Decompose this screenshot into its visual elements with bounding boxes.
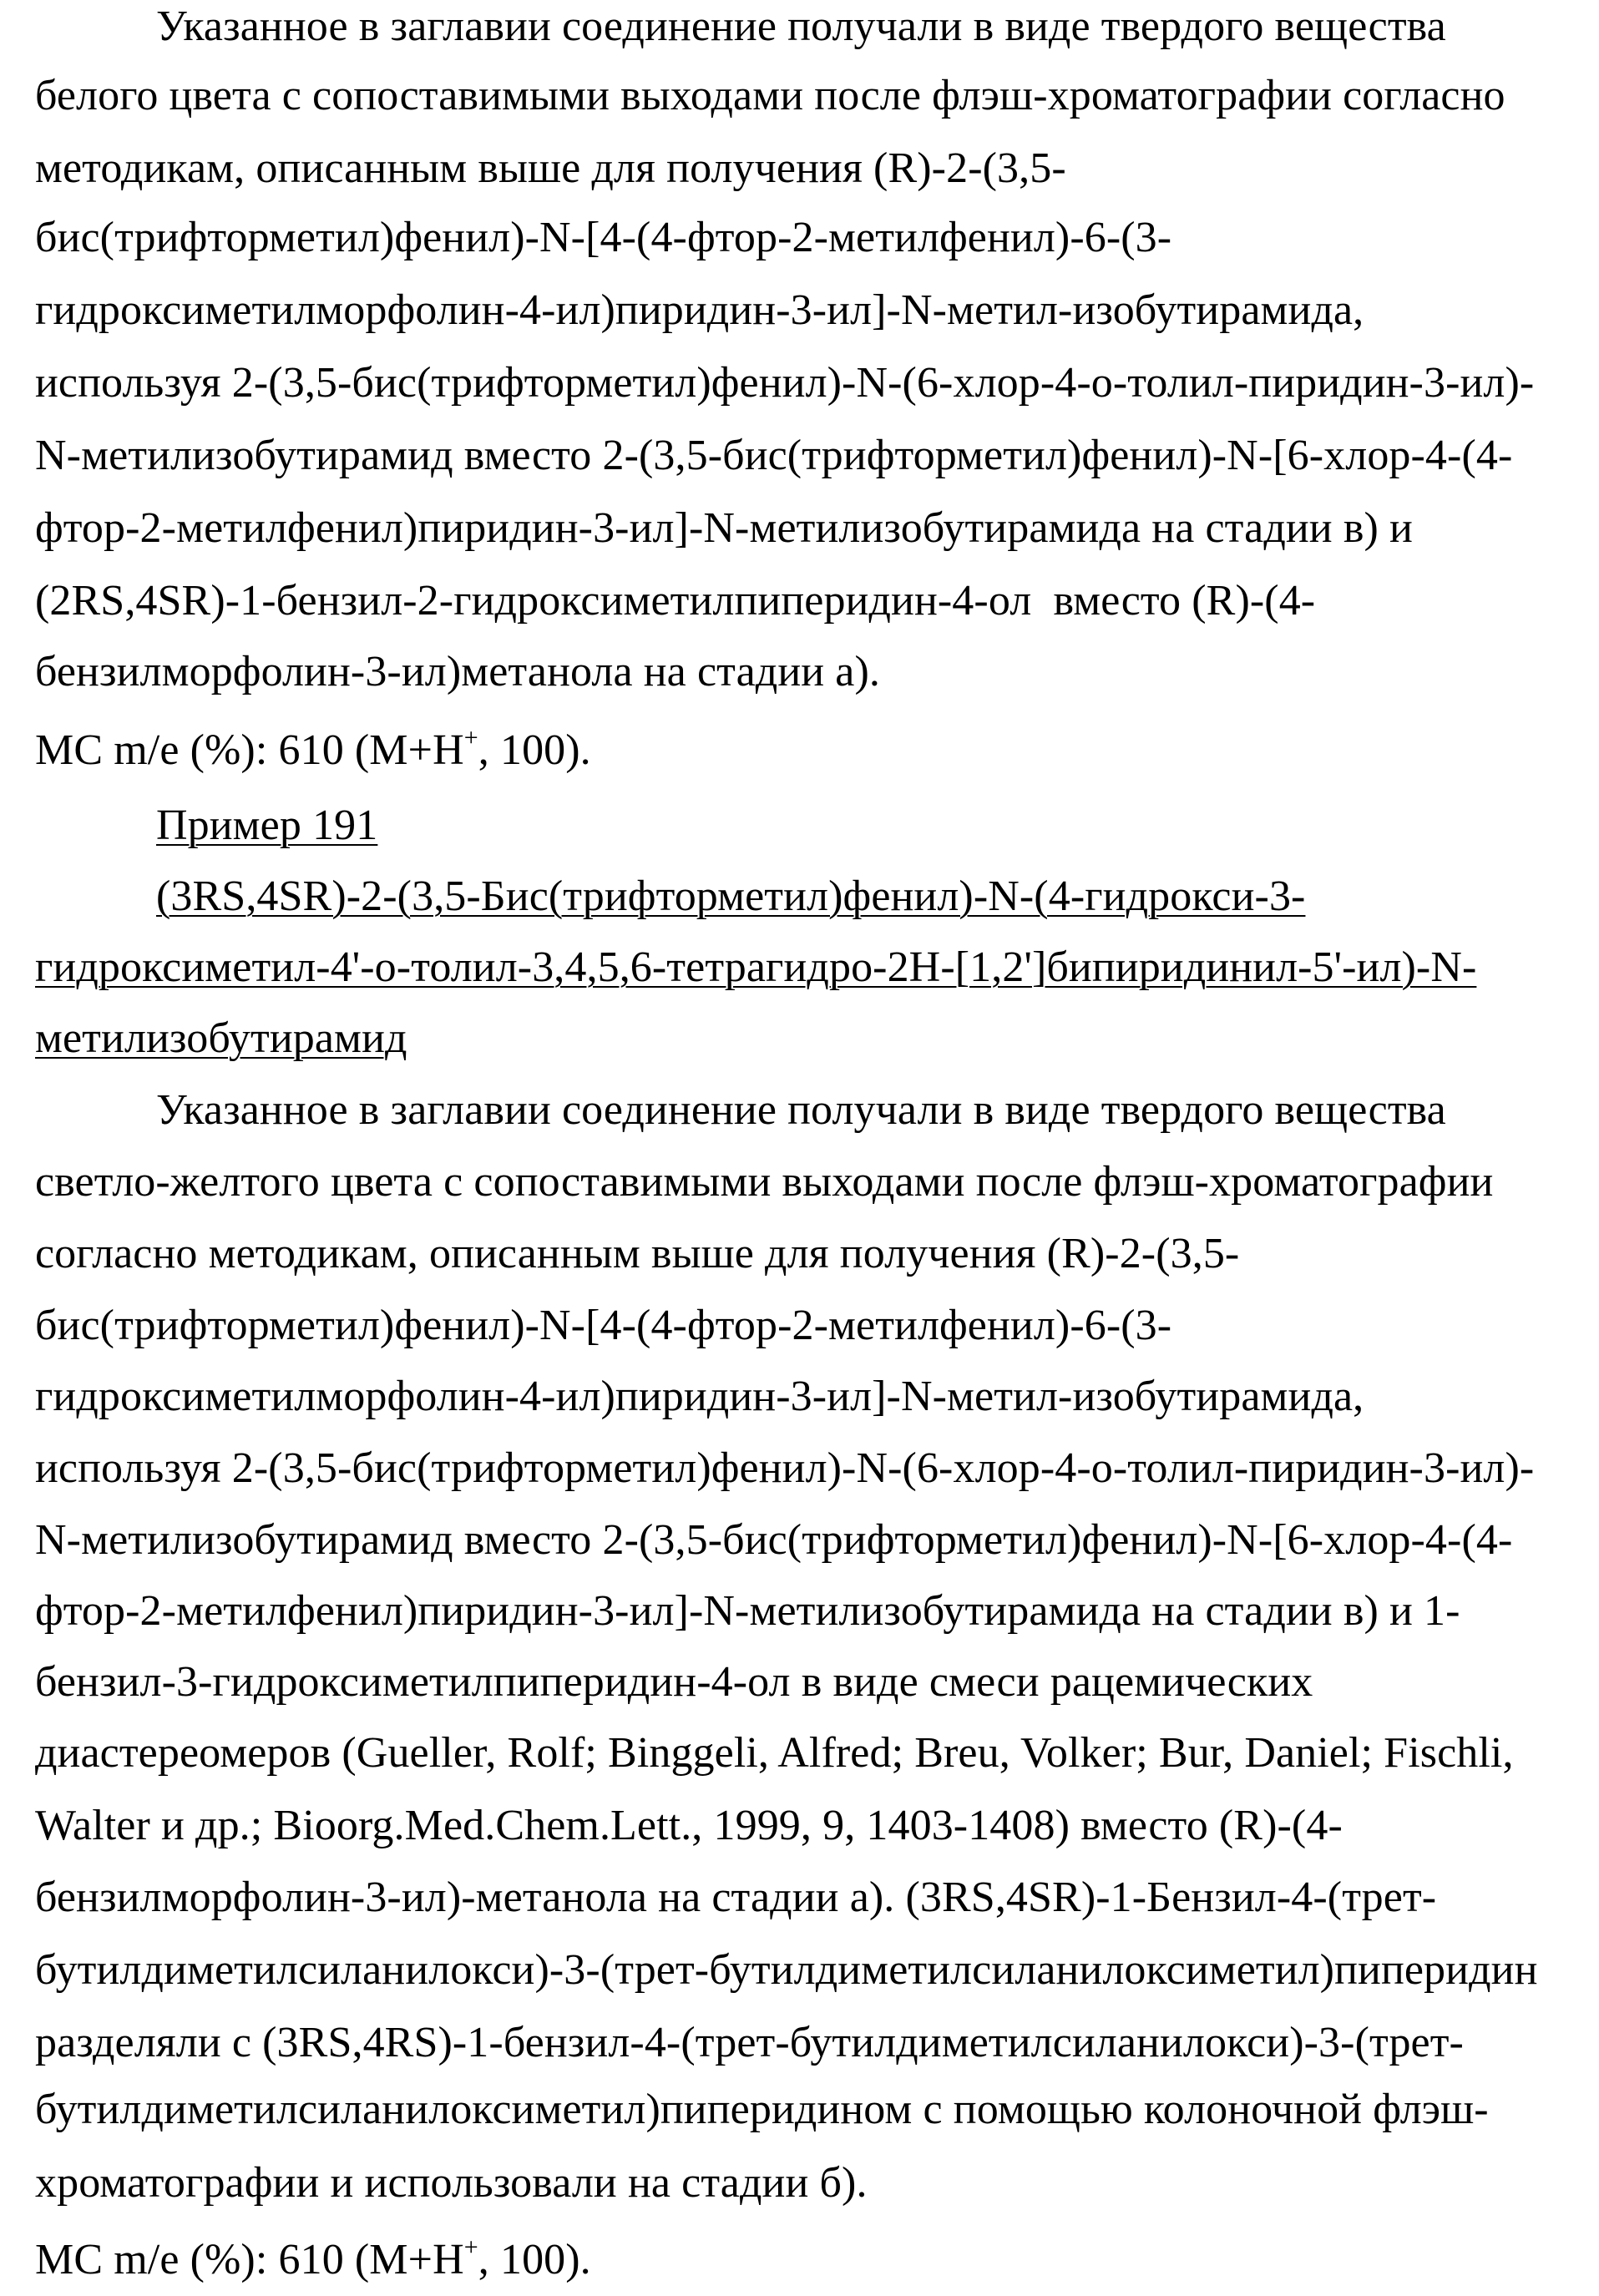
- title-line: [156, 872, 1306, 920]
- text-line: бензилморфолин-3-ил)метанола на стадии а).: [35, 648, 880, 695]
- mass-spec-text-end: , 100).: [478, 2236, 591, 2283]
- text-line: фтор-2-метилфенил)пиридин-3-ил]-N-метилизобутирамида на стадии в) и 1-: [35, 1587, 1460, 1635]
- text-line: белого цвета с сопоставимыми выходами после флэш-хроматографии согласно: [35, 72, 1505, 119]
- example-heading: [156, 804, 377, 847]
- text-line: гидроксиметилморфолин-4-ил)пиридин-3-ил]-N-метил-изобутирамида,: [35, 286, 1364, 334]
- text-line: согласно методикам, описанным выше для получения (R)-2-(3,5-: [35, 1230, 1240, 1277]
- title-line: [35, 943, 1477, 991]
- mass-spec-text: МС m/e (%): 610 (M+H: [35, 726, 464, 774]
- text-line: светло-желтого цвета с сопоставимыми выходами после флэш-хроматографии: [35, 1158, 1494, 1206]
- text-line: Указанное в заглавии соединение получали в виде твердого вещества: [156, 1086, 1446, 1134]
- text-line: разделяли с (3RS,4RS)-1-бензил-4-(трет-бутилдиметилсиланилокси)-3-(трет-: [35, 2019, 1464, 2066]
- text-line: бензил-3-гидроксиметилпиперидин-4-ол в виде смеси рацемических: [35, 1658, 1313, 1706]
- title-line-text: метилизобутирамид: [35, 1014, 407, 1062]
- text-line: используя 2-(3,5-бис(трифторметил)фенил)-N-(6-хлор-4-о-толил-пиридин-3-ил)-: [35, 359, 1535, 407]
- text-line: используя 2-(3,5-бис(трифторметил)фенил)-N-(6-хлор-4-о-толил-пиридин-3-ил)-: [35, 1444, 1535, 1492]
- text-line: гидроксиметилморфолин-4-ил)пиридин-3-ил]-N-метил-изобутирамида,: [35, 1373, 1364, 1420]
- text-line: N-метилизобутирамид вместо 2-(3,5-бис(трифторметил)фенил)-N-[6-хлор-4-(4-: [35, 432, 1513, 479]
- title-line-text: (3RS,4SR)-2-(3,5-Бис(трифторметил)фенил)-N-(4-гидрокси-3-: [156, 872, 1306, 920]
- text-line: бутилдиметилсиланилокси)-3-(трет-бутилдиметилсиланилоксиметил)пиперидин: [35, 1946, 1538, 1994]
- text-line: (2RS,4SR)-1-бензил-2-гидроксиметилпиперидин-4-ол вместо (R)-(4-: [35, 577, 1316, 625]
- title-line-text: гидроксиметил-4'-о-толил-3,4,5,6-тетрагидро-2H-[1,2']бипиридинил-5'-ил)-N-: [35, 943, 1477, 991]
- example-heading-text: Пример 191: [156, 802, 378, 849]
- text-line: бис(трифторметил)фенил)-N-[4-(4-фтор-2-метилфенил)-6-(3-: [35, 214, 1172, 261]
- text-line: диастереомеров (Gueller, Rolf; Binggeli, Alfred; Breu, Volker; Bur, Daniel; Fischli,: [35, 1729, 1514, 1777]
- text-line: хроматографии и использовали на стадии б).: [35, 2159, 868, 2207]
- text-line: бис(трифторметил)фенил)-N-[4-(4-фтор-2-метилфенил)-6-(3-: [35, 1302, 1172, 1349]
- text-line: фтор-2-метилфенил)пиридин-3-ил]-N-метилизобутирамида на стадии в) и: [35, 504, 1413, 552]
- text-line: бензилморфолин-3-ил)-метанола на стадии а). (3RS,4SR)-1-Бензил-4-(трет-: [35, 1874, 1437, 1921]
- mass-spec-text: МС m/e (%): 610 (M+H: [35, 2236, 464, 2283]
- text-line: N-метилизобутирамид вместо 2-(3,5-бис(трифторметил)фенил)-N-[6-хлор-4-(4-: [35, 1516, 1513, 1564]
- superscript-plus: +: [463, 2233, 478, 2261]
- mass-spec-line: [35, 2233, 591, 2283]
- title-line: [35, 1014, 407, 1062]
- text-line: Указанное в заглавии соединение получали в виде твердого вещества: [156, 3, 1446, 50]
- superscript-plus: +: [463, 723, 478, 751]
- mass-spec-line: [35, 723, 591, 774]
- text-line: Walter и др.; Bioorg.Med.Chem.Lett., 1999, 9, 1403-1408) вместо (R)-(4-: [35, 1802, 1343, 1849]
- text-line: бутилдиметилсиланилоксиметил)пиперидином с помощью колоночной флэш-: [35, 2086, 1489, 2133]
- mass-spec-text-end: , 100).: [478, 726, 591, 774]
- text-line: методикам, описанным выше для получения (R)-2-(3,5-: [35, 144, 1066, 192]
